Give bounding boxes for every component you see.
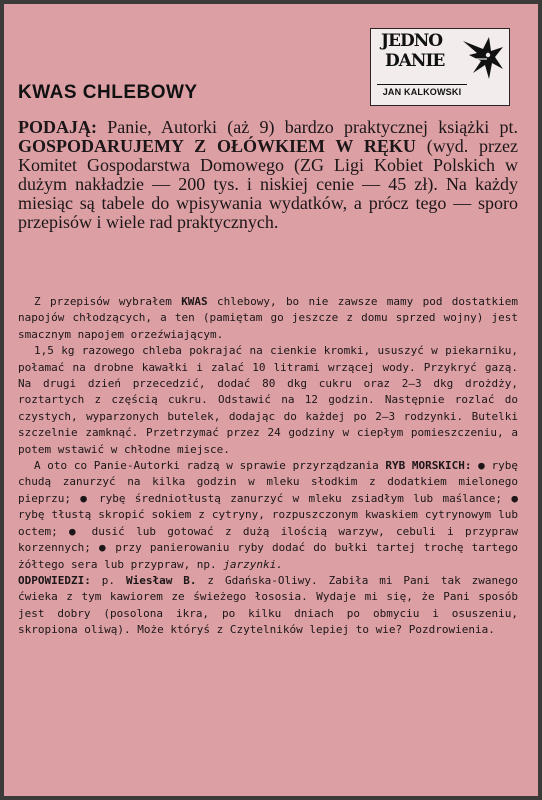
lead-text-1: Panie, Autorki (aż 9) bardzo praktycznej książki pt. [97,117,518,137]
logo-word-danie: DANIE [385,51,445,71]
reader-name: Wiesław B. [125,573,197,587]
book-title: GOSPODARUJEMY Z OŁÓWKIEM W RĘKU [18,136,416,156]
lead-text-2: (wyd. przez Komitet Gospodarstwa Domowego (ZG Ligi Kobiet Polskich w dużym nakładzie — 200 tys. i niskiej cenie — 45 zł). Na każdy miesiąc są tabele do wpisywania wydatków, a prócz tego — sporo przepisów i wiele rad praktycznych. [18,136,518,232]
emphasis-kwas: KWAS [181,295,208,308]
column-author: JAN KALKOWSKI [377,84,467,97]
paragraph-text: p. [90,573,126,587]
paragraph-text: chlebowy, bo nie zawsze mamy pod dostatkiem napojów chłodzących, a ten (pamiętam go jeszcze z domu sprzed wojny) jest smacznym napojem orzeźwiającym. [18,295,518,341]
newspaper-clipping [4,4,538,796]
logo-word-jedno: JEDNO [381,31,443,51]
answers-label: ODPOWIEDZI: [18,573,91,587]
paragraph-fish-tips [18,458,518,573]
emphasis-ryby-morskie: RYB MORSKICH: [385,459,472,473]
paragraph-intro [18,294,518,343]
emphasis-jarzynki: jarzynki. [223,557,283,571]
lead-prefix: PODAJĄ: [18,117,97,137]
paragraph-text: A oto co Panie-Autorki radzą w sprawie przyrządzania [34,459,386,473]
paragraph-text: ● rybę chudą zanurzyć na kilka godzin w mleku słodkim z dodatkiem mielonego pieprzu; ● rybę średniotłustą zanurzyć w mleku zsiadłym lub maślance; ● rybę tłustą skropić sokiem z cytryny, rozpuszczonym kwaskiem cytrynowym lub octem; ● dusić lub gotować z dużą ilością warzyw, cebuli i przypraw korzennych; ● przy panierowaniu ryby dodać do bułki tartej trochę tartego żółtego sera lub przypraw, np. [18,459,519,571]
article-body [18,294,518,639]
column-logo [370,28,510,106]
paragraph-text: Z przepisów wybrałem [34,295,182,308]
paragraph-text: z Gdańska-Oliwy. Zabiła mi Pani tak zwanego ćwieka z tym kawiorem ze świeżego łososia. Wydaje mi się, że Pani sposób jest dobry (posolona ikra, po kilku dniach po obmyciu i osuszeniu, skropiona oliwą). Może któryś z Czytelników lepiej to wie? Pozdrowienia. [18,573,518,637]
article-lead [18,118,518,232]
fish-illustration-icon [459,33,505,83]
article-headline: KWAS CHLEBOWY [18,82,198,103]
paragraph-answers [18,573,518,639]
paragraph-recipe: 1,5 kg razowego chleba pokrajać na cienkie kromki, ususzyć w piekarniku, połamać na drobne kawałki i zalać 10 litrami wrzącej wody. Przykryć gazą. Na drugi dzień przecedzić, dodać 80 dkg cukru oraz 2—3 dkg drożdży, roztartych z częścią cukru. Odstawić na 12 godzin. Następnie rozlać do czystych, wyparzonych butelek, dodając do każdej po 2—3 rodzynki. Butelki szczelnie zamknąć. Przetrzymać przez 24 godziny w ciepłym pomieszczeniu, a potem wstawić w chłodne miejsce. [18,344,518,456]
